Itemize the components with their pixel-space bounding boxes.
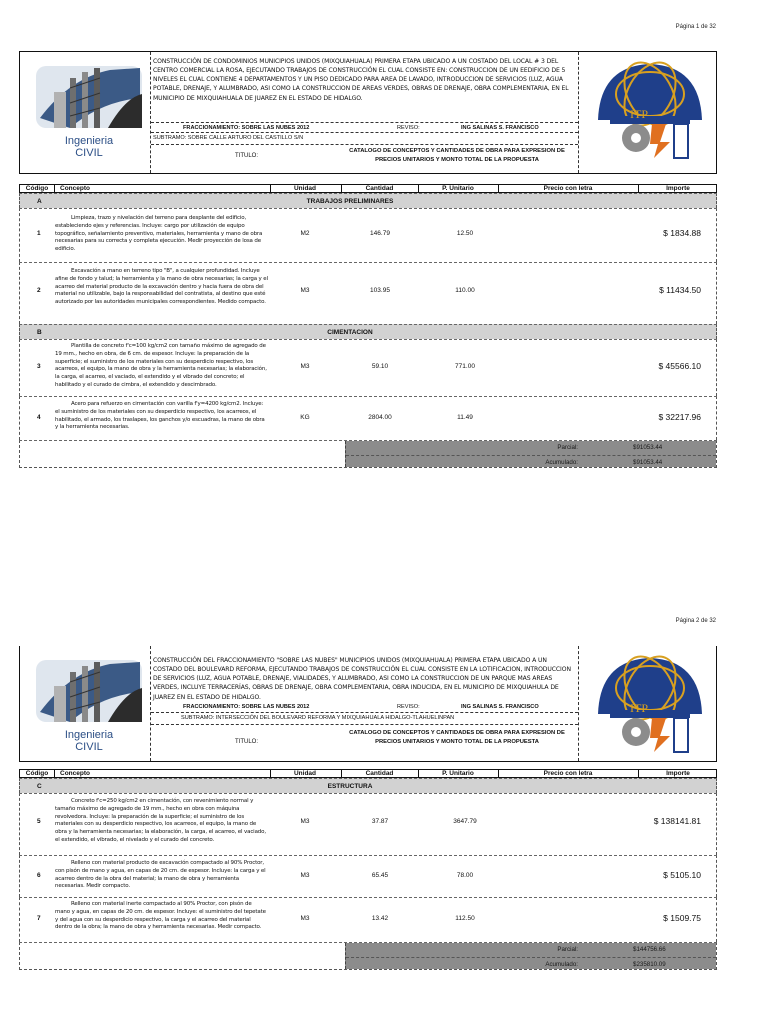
ingenieria-civil-logo <box>30 58 148 158</box>
row-unit-price: 12.50 <box>456 230 474 237</box>
row-concept: Plantilla de concreto f'c=100 kg/cm2 con tamaño máximo de agregado de 19 mm., hecho en obra, de 6 cm. de espesor. Incluye: la preparación de la superficie; el suministro de los materiales con su desperdicio respectivo, los acarreos, el equipo, la mano de obra y la herramienta necesarias; la elaboración, la carga, el acarreo, el vaciado, el extendido y el vibrado del concreto; el habilitado y el curado de cimbra, el extendido y descimbrado. <box>55 343 267 388</box>
table-row <box>19 396 717 440</box>
section-header <box>19 193 717 208</box>
row-concept: Relleno con material producto de excavación compactado al 90% Proctor, con pisón de mano y agua, en capas de 20 cm. de espesor. Incluye: la carga y el acarreo dentro de la obra del material; la mano de obra y herramienta necesarias. Medir compacto. <box>55 860 266 890</box>
row-code: 4 <box>37 414 41 421</box>
row-concept: Relleno con material inerte compactado al 90% Proctor, con pisón de mano y agua, en capas de 20 cm. de espesor. Incluye: el suministro del tepetate y del agua con su desperdicio respectivo, la carga y el acarreo del material dentro de la obra; la mano de obra y herramienta necesarias. Medir compacto. <box>55 901 266 931</box>
row-code: 5 <box>37 818 41 825</box>
row-quantity: 59.10 <box>371 363 389 370</box>
header-description-block <box>150 646 579 761</box>
page-2 <box>0 612 768 1012</box>
acumulado-label: Acumulado: <box>545 961 578 968</box>
page-number: Página 1 de 32 <box>675 24 716 30</box>
row-code: 7 <box>37 915 41 922</box>
row-amount: $ 1509.75 <box>663 913 701 923</box>
svg-text:ITP: ITP <box>630 701 648 715</box>
parcial-label: Parcial: <box>557 444 578 451</box>
titulo-value: CATALOGO DE CONCEPTOS Y CANTIDADES DE OBRA PARA EXPRESION DE PRECIOS UNITARIOS Y MONTO TOTAL DE LA PROPUESTA <box>349 730 565 746</box>
row-unit: M3 <box>300 915 310 922</box>
itp-logo <box>590 58 710 162</box>
acumulado-line <box>346 455 716 469</box>
parcial-line <box>346 441 716 455</box>
svg-text:ITP: ITP <box>630 107 648 121</box>
row-unit: M3 <box>300 363 310 370</box>
col-precio-letra: Precio con letra <box>543 770 593 777</box>
totals-block <box>19 440 717 468</box>
catalog-table <box>19 769 717 970</box>
acumulado-value: $235810.09 <box>633 961 666 968</box>
acumulado-label: Acumulado: <box>545 459 578 466</box>
parcial-label: Parcial: <box>557 946 578 953</box>
col-concepto: Concepto <box>60 770 90 777</box>
project-description: CONSTRUCCIÓN DEL FRACCIONAMIENTO "SOBRE LAS NUBES" MUNICIPIOS UNIDOS (MIXQUIAHUALA) PRIMERA ETAPA UBICADO A UN COSTADO DEL BOULEVARD REFORMA, EJECUTANDO TRABAJOS DE CONSTRUCCIÓN EL CUAL CONSISTE EN LA LOTIFICACION, INTRODUCCION DE SERVICIOS (LUZ, AGUA POTABLE, DRENAJE, VIALIDADES, Y ALUMBRADO, ASI COMO LA CONSTRUCCION DE UN PARQUE MAS AREAS VERDES, INCLUYE TERRACERÍAS, OBRAS DE DRENAJE, OBRA COMPLEMENTARIA, OBRA INDUCIDA, EN EL MUNICIPIO DE MIXQUIAHULA DE JUAREZ EN EL ESTADO DE HIDALGO. <box>153 657 571 701</box>
page-number: Página 2 de 32 <box>675 618 716 624</box>
row-unit-price: 11.49 <box>457 414 473 421</box>
row-amount: $ 1834.88 <box>663 228 701 238</box>
row-quantity: 65.45 <box>371 872 389 879</box>
row-concept: Excavación a mano en terreno tipo "B", a cualquier profundidad. Incluye afine de fondo y talud; la herramienta y la mano de obra necesarias; la carga y el acarreo del material producto de la excavación dentro y hacia fuera de obra del material no utilizable, bajo la responsabilidad del contratista, al destino que esté autorizado por las autoridades municipales correspondientes. Medido compacto. <box>55 268 268 306</box>
ingenieria-civil-logo <box>30 652 148 752</box>
row-code: 3 <box>37 363 41 370</box>
col-importe: Importe <box>666 185 690 192</box>
row-quantity: 2804.00 <box>368 414 392 421</box>
fraccionamiento-row <box>151 702 578 712</box>
section-title: CIMENTACION <box>327 329 373 336</box>
col-importe: Importe <box>666 770 690 777</box>
row-quantity: 103.95 <box>370 287 390 294</box>
col-punitario: P. Unitario <box>442 185 474 192</box>
table-header <box>19 769 717 778</box>
table-row <box>19 262 717 324</box>
row-quantity: 146.79 <box>370 230 390 237</box>
table-row <box>19 339 717 396</box>
row-unit: KG <box>300 414 310 421</box>
table-row <box>19 793 717 855</box>
acumulado-value: $91053.44 <box>633 459 663 466</box>
titulo-row <box>151 724 578 754</box>
fraccionamiento-label: FRACCIONAMIENTO: SOBRE LAS NUBES 2012 <box>183 125 310 131</box>
titulo-value: CATALOGO DE CONCEPTOS Y CANTIDADES DE OBRA PARA EXPRESION DE PRECIOS UNITARIOS Y MONTO TOTAL DE LA PROPUESTA <box>349 148 565 164</box>
acumulado-line <box>346 957 716 971</box>
col-concepto: Concepto <box>60 185 90 192</box>
parcial-value: $144756.66 <box>633 946 666 953</box>
col-punitario: P. Unitario <box>442 770 474 777</box>
titulo-label: TITULO: <box>235 153 259 159</box>
row-concept: Limpieza, trazo y nivelación del terreno para desplante del edificio, estableciendo ejes y referencias. Incluye: cargo por utilización de equipo topográfico, señalamiento preventivo, materiales, herramienta y mano de obra necesarias para su correcta y completa ejecución. Medir proyección de losa de edificio. <box>55 215 263 253</box>
project-description: CONSTRUCCIÓN DE CONDOMINIOS MUNICIPIOS UNIDOS (MIXQUIAHUALA) PRIMERA ETAPA UBICADO A UN COSTADO DEL LOCAL # 3 DEL CENTRO COMERCIAL LA ROSA, EJECUTANDO TRABAJOS DE CONSTRUCCIÓN EL CUAL CONSISTE EN: CONSTRUCCION DE UN EEDIFICIO DE 5 NIVELES EL CUAL CONTIENE 4 DEPARTAMENTOS Y UN PISO DEDICADO PARA AREA DE LAVADO, INTRODUCCION DE SERVICIOS (LUZ, AGUA POTABLE, DRENAJE, Y ALUMBRADO, ASI COMO LA CONSTRUCCION DE AREAS VERDES, OBRAS DE DRENAJE, OBRA COMPLEMENTARIA, EN EL MUNICIPIO DE MIXQUIAHUALA DE JUAREZ EN EL ESTADO DE HIDALGO. <box>153 58 569 102</box>
totals-shaded-box <box>345 441 716 467</box>
row-quantity: 37.87 <box>371 818 389 825</box>
section-header <box>19 778 717 793</box>
row-amount: $ 138141.81 <box>653 816 701 826</box>
table-row <box>19 897 717 942</box>
svg-text:CIVIL: CIVIL <box>75 741 103 752</box>
table-header <box>19 184 717 193</box>
row-unit-price: 3647.79 <box>453 818 477 825</box>
fraccionamiento-label: FRACCIONAMIENTO: SOBRE LAS NUBES 2012 <box>183 704 310 710</box>
subtramo-row <box>151 132 578 142</box>
parcial-line <box>346 943 716 957</box>
row-unit-price: 112.50 <box>455 915 475 922</box>
fraccionamiento-row <box>151 122 578 132</box>
row-amount: $ 5105.10 <box>663 870 701 880</box>
section-code: B <box>37 329 42 336</box>
svg-text:Ingenieria: Ingenieria <box>64 729 114 741</box>
header-description-block <box>150 52 579 173</box>
row-quantity: 13.42 <box>371 915 389 922</box>
subtramo-row <box>151 712 578 722</box>
parcial-value: $91053.44 <box>633 444 663 451</box>
col-codigo: Código <box>25 185 49 192</box>
row-unit: M3 <box>300 287 310 294</box>
reviso-label: REVISO: <box>397 704 420 710</box>
row-unit-price: 771.00 <box>455 363 475 370</box>
document-header <box>19 51 717 174</box>
totals-shaded-box <box>345 943 716 969</box>
col-cantidad: Cantidad <box>365 185 394 192</box>
row-amount: $ 45566.10 <box>658 361 701 371</box>
catalog-table <box>19 184 717 468</box>
row-unit-price: 110.00 <box>455 287 475 294</box>
row-amount: $ 32217.96 <box>658 412 701 422</box>
subtramo-label: SUBTRAMO: SOBRE CALLE ARTURO DEL CASTILLO S/N <box>153 135 304 141</box>
section-header <box>19 324 717 339</box>
reviso-label: REVISO: <box>397 125 420 131</box>
row-unit: M3 <box>300 872 310 879</box>
section-code: A <box>37 198 42 205</box>
col-precio-letra: Precio con letra <box>543 185 593 192</box>
totals-block <box>19 942 717 970</box>
itp-logo <box>590 652 710 756</box>
row-unit-price: 78.00 <box>456 872 474 879</box>
section-title: ESTRUCTURA <box>327 783 373 790</box>
col-codigo: Código <box>25 770 49 777</box>
section-code: C <box>37 783 42 790</box>
svg-text:CIVIL: CIVIL <box>75 147 103 158</box>
row-unit: M3 <box>300 818 310 825</box>
row-code: 2 <box>37 287 41 294</box>
titulo-row <box>151 144 578 174</box>
table-row <box>19 208 717 262</box>
table-row <box>19 855 717 897</box>
reviso-value: ING SALINAS S. FRANCISCO <box>461 704 539 710</box>
col-unidad: Unidad <box>293 185 317 192</box>
row-code: 1 <box>37 230 41 237</box>
reviso-value: ING SALINAS S. FRANCISCO <box>461 125 539 131</box>
col-cantidad: Cantidad <box>365 770 394 777</box>
col-unidad: Unidad <box>293 770 317 777</box>
page-1 <box>0 0 768 500</box>
section-title: TRABAJOS PRELIMINARES <box>306 198 394 205</box>
row-amount: $ 11434.50 <box>659 285 701 295</box>
svg-text:Ingenieria: Ingenieria <box>64 135 114 147</box>
row-concept: Concreto f'c=250 kg/cm2 en cimentación, con revenimiento normal y tamaño máximo de agregado de 19 mm., hecho en obra con máquina revolvedora. Incluye: la preparación de la superficie; el suministro de los materiales con su desperdicio respectivo, los acarreos, el equipo, la mano de obra y la herramienta necesarias; la elaboración, la carga, el acarreo, el vaciado, el extendido, el vibrado, el nivelado y el curado del concreto. <box>55 798 266 843</box>
titulo-label: TITULO: <box>235 739 259 745</box>
document-header <box>19 646 717 762</box>
subtramo-label: SUBTRAMO: INTERSECCIÓN DEL BOULEVARD REFORMA Y MIXQUIAHUALA HIDALGO-TLAHUELINPAN <box>181 715 455 721</box>
row-unit: M2 <box>300 230 310 237</box>
row-concept: Acero para refuerzo en cimentación con varilla f'y=4200 kg/cm2. Incluye: el suministro de los materiales con su desperdicio respectivo, los acarreos, el habilitado, el armado, los traslapes, los ganchos y/o escuadras, la mano de obra y la herramienta necesarias. <box>55 401 265 431</box>
row-code: 6 <box>37 872 41 879</box>
